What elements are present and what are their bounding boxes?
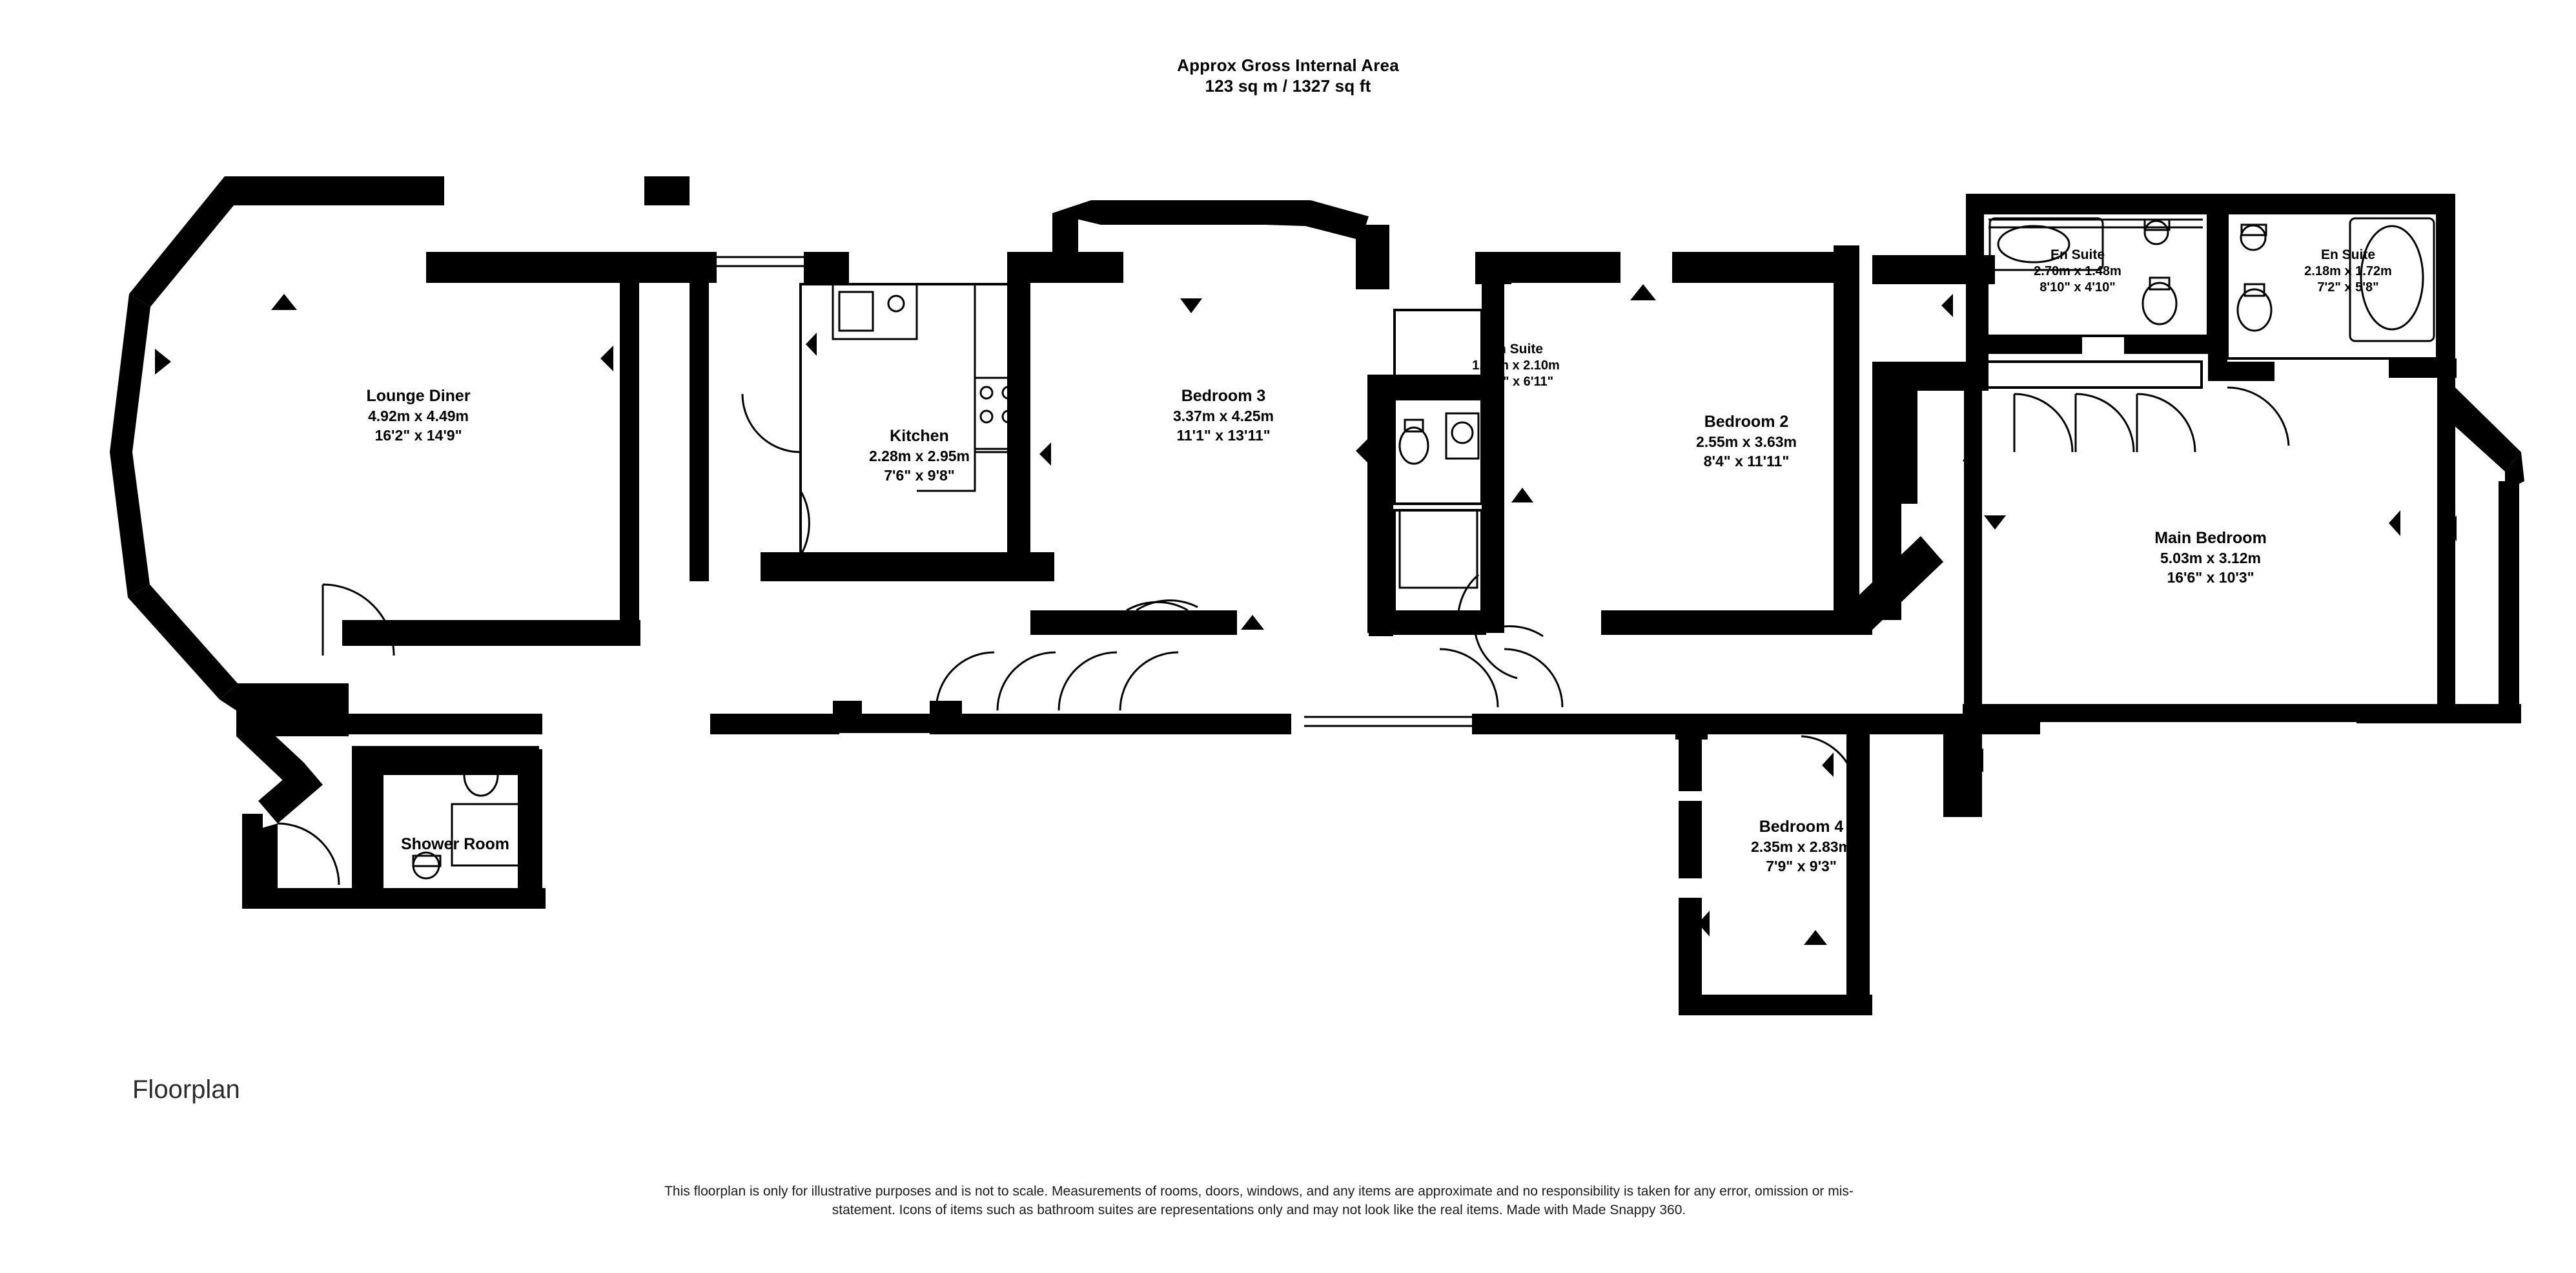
room-label-en-suite-main (2034, 247, 2121, 296)
room-metric: 2.35m x 2.83m (1750, 838, 1852, 855)
room-metric: 5.03m x 3.12m (2160, 550, 2261, 566)
room-name: Shower Room (400, 835, 510, 853)
room-imperial: 11'1" x 13'11" (1176, 427, 1271, 444)
room-name: En Suite (2050, 247, 2105, 262)
room-imperial: 8'4" x 11'11" (1703, 453, 1790, 470)
room-label-main-bedroom (2154, 528, 2267, 587)
room-imperial: 5'10" x 6'11" (1478, 375, 1554, 389)
room-name: Bedroom 3 (1181, 387, 1266, 405)
room-label-kitchen (869, 426, 970, 485)
room-metric: 3.37m x 4.25m (1172, 408, 1274, 424)
room-metric: 4.92m x 4.49m (367, 408, 469, 424)
area-heading-line1: Approx Gross Internal Area (1177, 56, 1399, 75)
room-metric: 2.55m x 3.63m (1695, 433, 1797, 450)
room-imperial: 7'9" x 9'3" (1766, 858, 1837, 875)
wall-group (110, 176, 2524, 1015)
room-label-lounge-diner (366, 386, 470, 445)
room-metric: 2.70m x 1.48m (2034, 264, 2121, 278)
room-label-en-suite-bedroom-3 (1472, 341, 1560, 390)
room-label-shower-room (401, 834, 509, 854)
room-name: Bedroom 4 (1759, 818, 1844, 836)
room-metric: 1.79m x 2.10m (1472, 358, 1560, 373)
room-imperial: 8'10" x 4'10" (2039, 280, 2116, 295)
room-metric: 2.28m x 2.95m (868, 448, 970, 464)
room-name: Lounge Diner (366, 387, 471, 405)
room-label-en-suite-second (2304, 247, 2392, 296)
room-imperial: 7'6" x 9'8" (884, 467, 955, 484)
room-imperial: 16'6" x 10'3" (2167, 569, 2254, 586)
room-name: Bedroom 2 (1704, 413, 1789, 431)
room-label-bedroom-4 (1751, 817, 1852, 876)
room-label-bedroom-3 (1173, 386, 1274, 445)
fixture-group (413, 218, 2434, 878)
room-name: Kitchen (890, 427, 949, 445)
floorplan-caption: Floorplan (132, 1075, 240, 1104)
room-imperial: 7'2" x 5'8" (2317, 280, 2379, 295)
disclaimer-text: This floorplan is only for illustrative purposes and is not to scale. Measurements of rooms, doors, windows, and any items are approximate and no responsibility is taken for any error, omission or mis-statement. Icons of items such as bathroom suites are representations only and may not look like the real items. Made with Made Snappy 360. (664, 1184, 1854, 1217)
room-name: En Suite (2320, 247, 2375, 262)
area-heading-line2: 123 sq m / 1327 sq ft (1205, 76, 1371, 96)
room-metric: 2.18m x 1.72m (2304, 264, 2392, 278)
room-label-bedroom-2 (1696, 412, 1797, 471)
room-name: En Suite (1488, 342, 1543, 357)
room-name: Main Bedroom (2154, 529, 2267, 547)
room-imperial: 16'2" x 14'9" (374, 427, 462, 444)
